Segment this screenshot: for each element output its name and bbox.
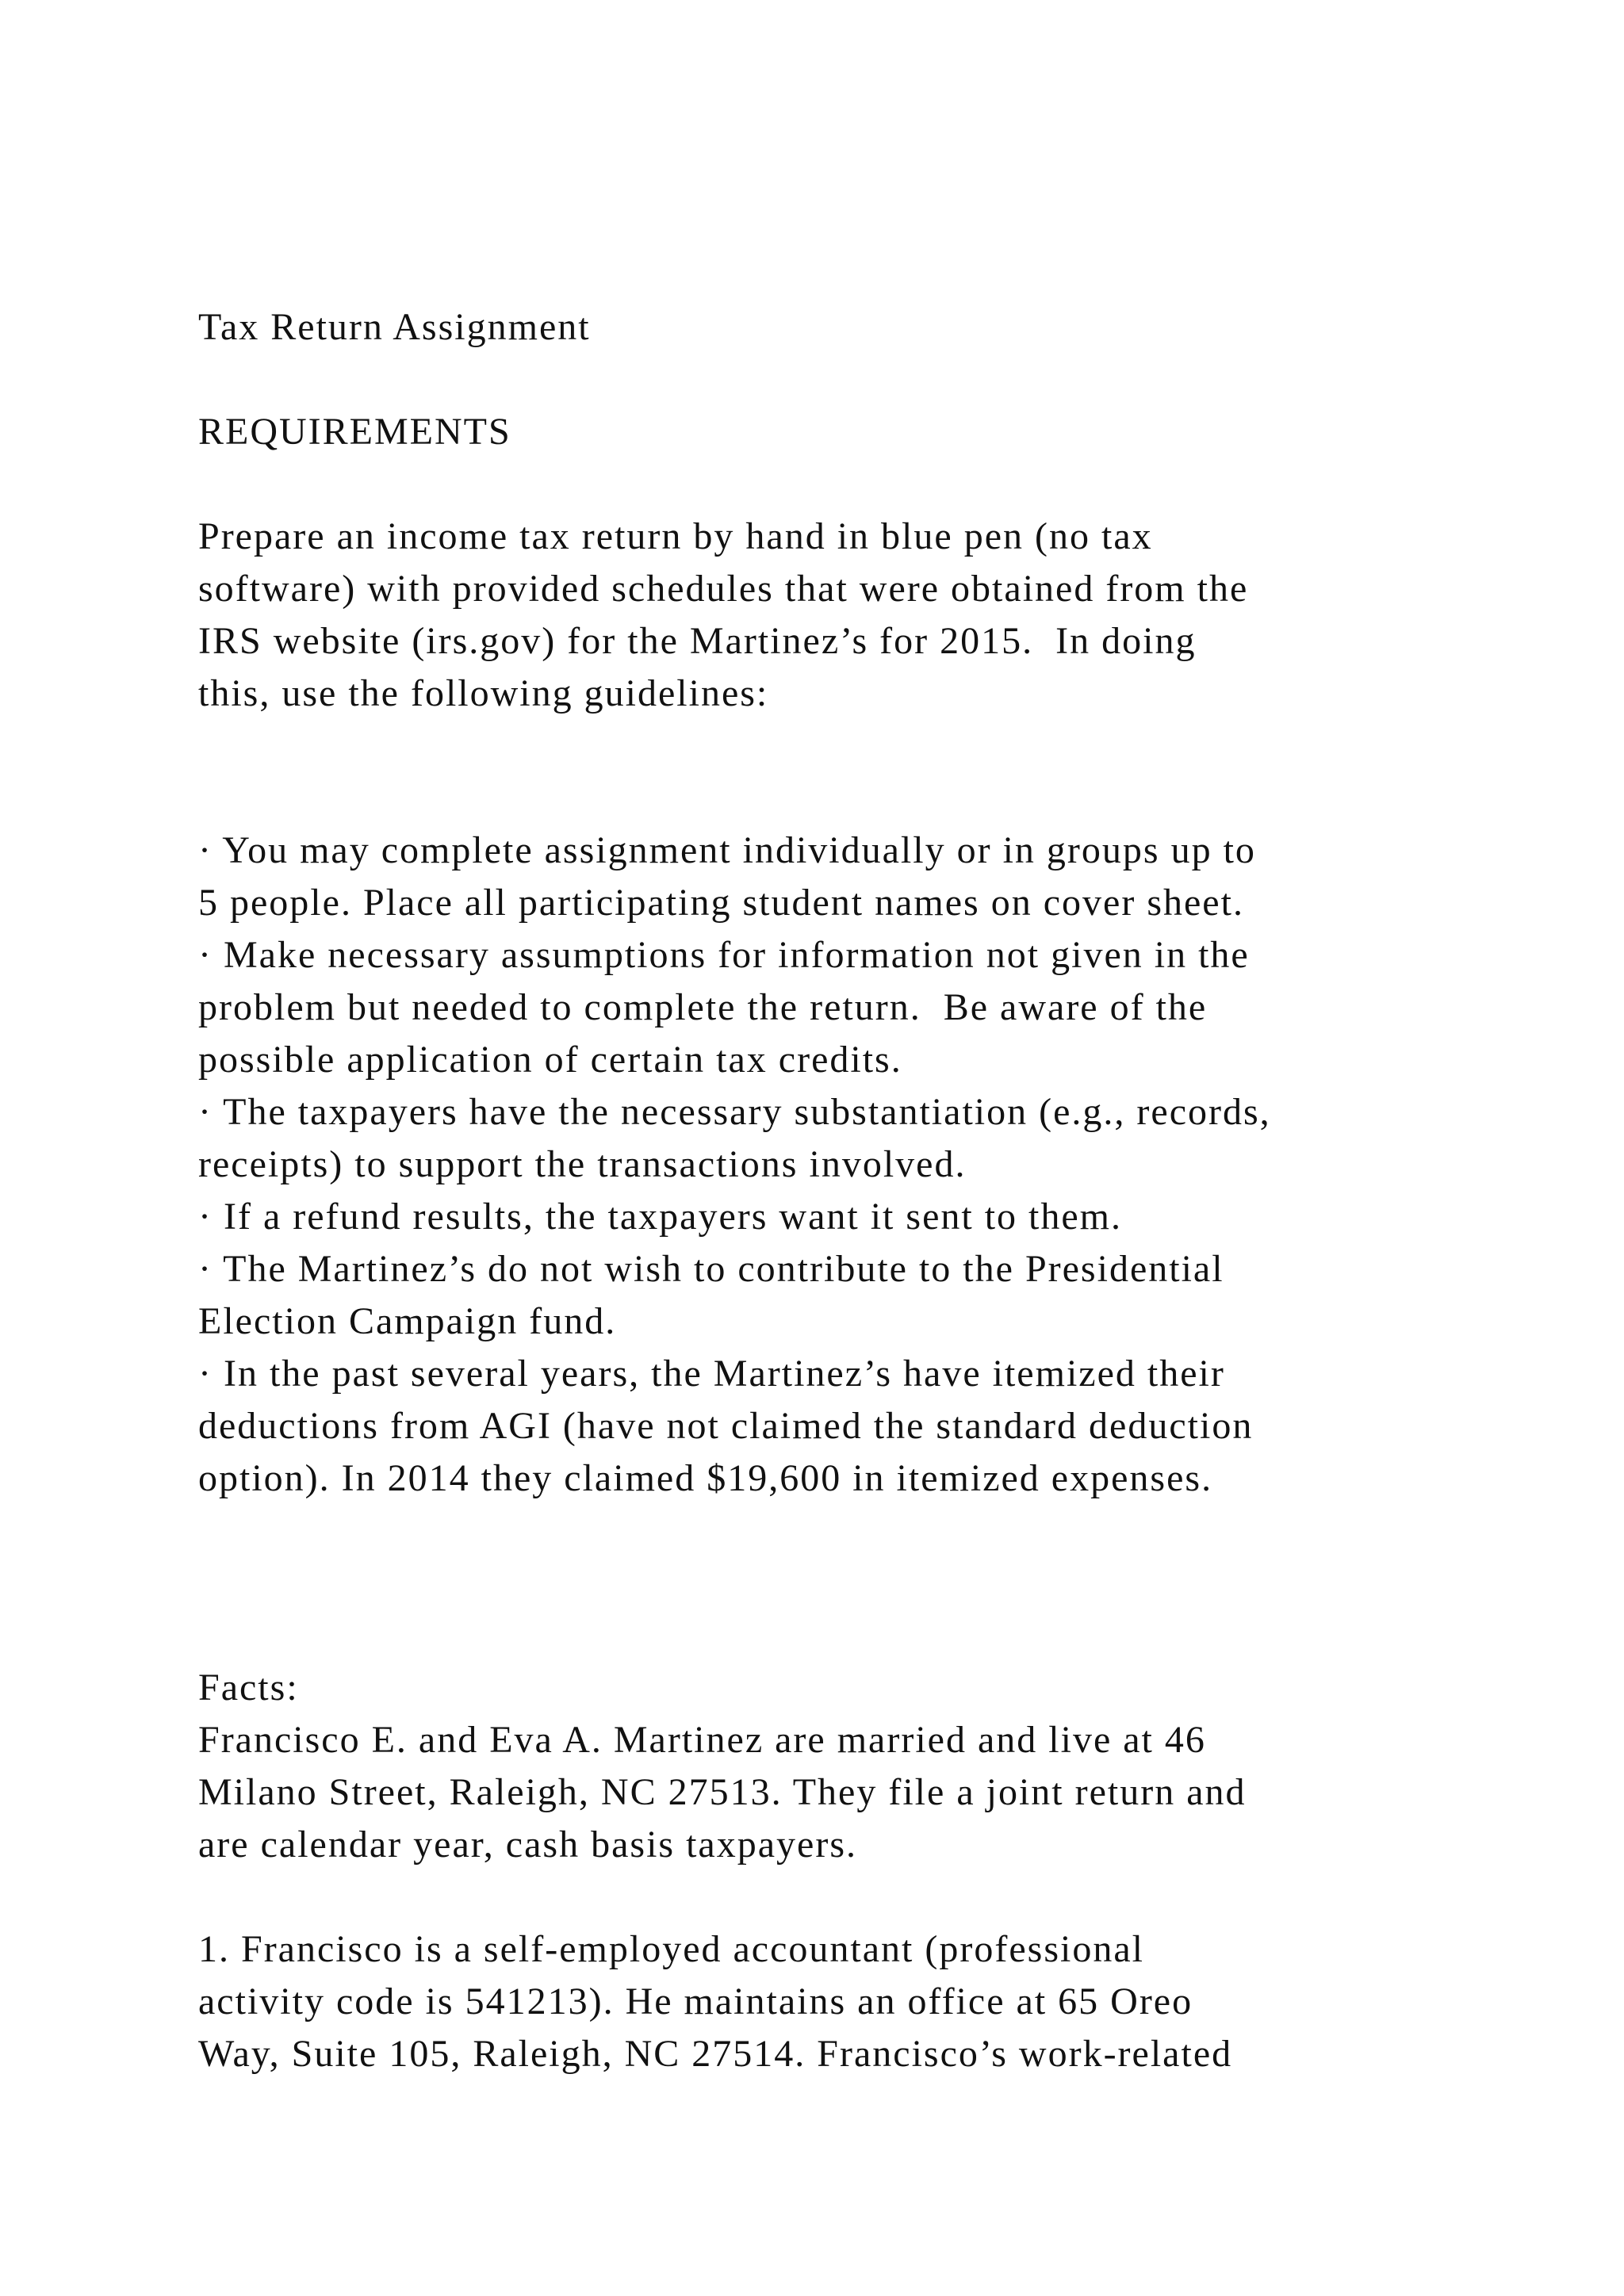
facts-paragraph xyxy=(198,1714,1507,1871)
guideline-line: deductions from AGI (have not claimed the standard deduction xyxy=(198,1405,1254,1447)
document-body xyxy=(198,301,1507,2080)
intro-paragraph xyxy=(198,511,1507,720)
fact-item-line: activity code is 541213). He maintains an office at 65 Oreo xyxy=(198,1980,1193,2022)
fact-item-1 xyxy=(198,1923,1507,2080)
guideline-line: · Make necessary assumptions for information not given in the xyxy=(198,934,1250,976)
facts-line: Milano Street, Raleigh, NC 27513. They file a joint return and xyxy=(198,1771,1247,1813)
guideline-line: possible application of certain tax credits. xyxy=(198,1039,902,1081)
fact-item-line: Way, Suite 105, Raleigh, NC 27514. Francisco’s work-related xyxy=(198,2033,1233,2075)
intro-line: IRS website (irs.gov) for the Martinez’s for 2015. In doing xyxy=(198,620,1197,662)
intro-line: this, use the following guidelines: xyxy=(198,672,769,714)
guideline-line: problem but needed to complete the return. Be aware of the xyxy=(198,986,1208,1028)
guideline-line: · The Martinez’s do not wish to contribute to the Presidential xyxy=(198,1248,1224,1290)
requirements-heading: REQUIREMENTS xyxy=(198,411,511,453)
guideline-line: · In the past several years, the Martinez’s have itemized their xyxy=(198,1353,1225,1395)
spacer xyxy=(198,1505,1507,1662)
spacer xyxy=(198,720,1507,825)
fact-item-line: 1. Francisco is a self-employed accountant (professional xyxy=(198,1928,1144,1970)
facts-line: Francisco E. and Eva A. Martinez are married and live at 46 xyxy=(198,1719,1206,1761)
facts-line: are calendar year, cash basis taxpayers. xyxy=(198,1823,858,1866)
guideline-line: · You may complete assignment individually or in groups up to xyxy=(198,829,1256,871)
intro-line: software) with provided schedules that were obtained from the xyxy=(198,568,1249,610)
intro-line: Prepare an income tax return by hand in blue pen (no tax xyxy=(198,515,1153,557)
spacer xyxy=(198,458,1507,511)
guidelines-list xyxy=(198,825,1507,1505)
spacer xyxy=(198,354,1507,406)
guideline-line: 5 people. Place all participating student names on cover sheet. xyxy=(198,882,1244,924)
guideline-line: · If a refund results, the taxpayers want it sent to them. xyxy=(198,1196,1123,1238)
document-title: Tax Return Assignment xyxy=(198,306,591,348)
guideline-line: Election Campaign fund. xyxy=(198,1300,617,1342)
facts-heading: Facts: xyxy=(198,1667,299,1709)
guideline-line: · The taxpayers have the necessary substantiation (e.g., records, xyxy=(198,1091,1271,1133)
guideline-line: option). In 2014 they claimed $19,600 in itemized expenses. xyxy=(198,1457,1213,1499)
guideline-line: receipts) to support the transactions involved. xyxy=(198,1143,967,1185)
spacer xyxy=(198,1871,1507,1923)
